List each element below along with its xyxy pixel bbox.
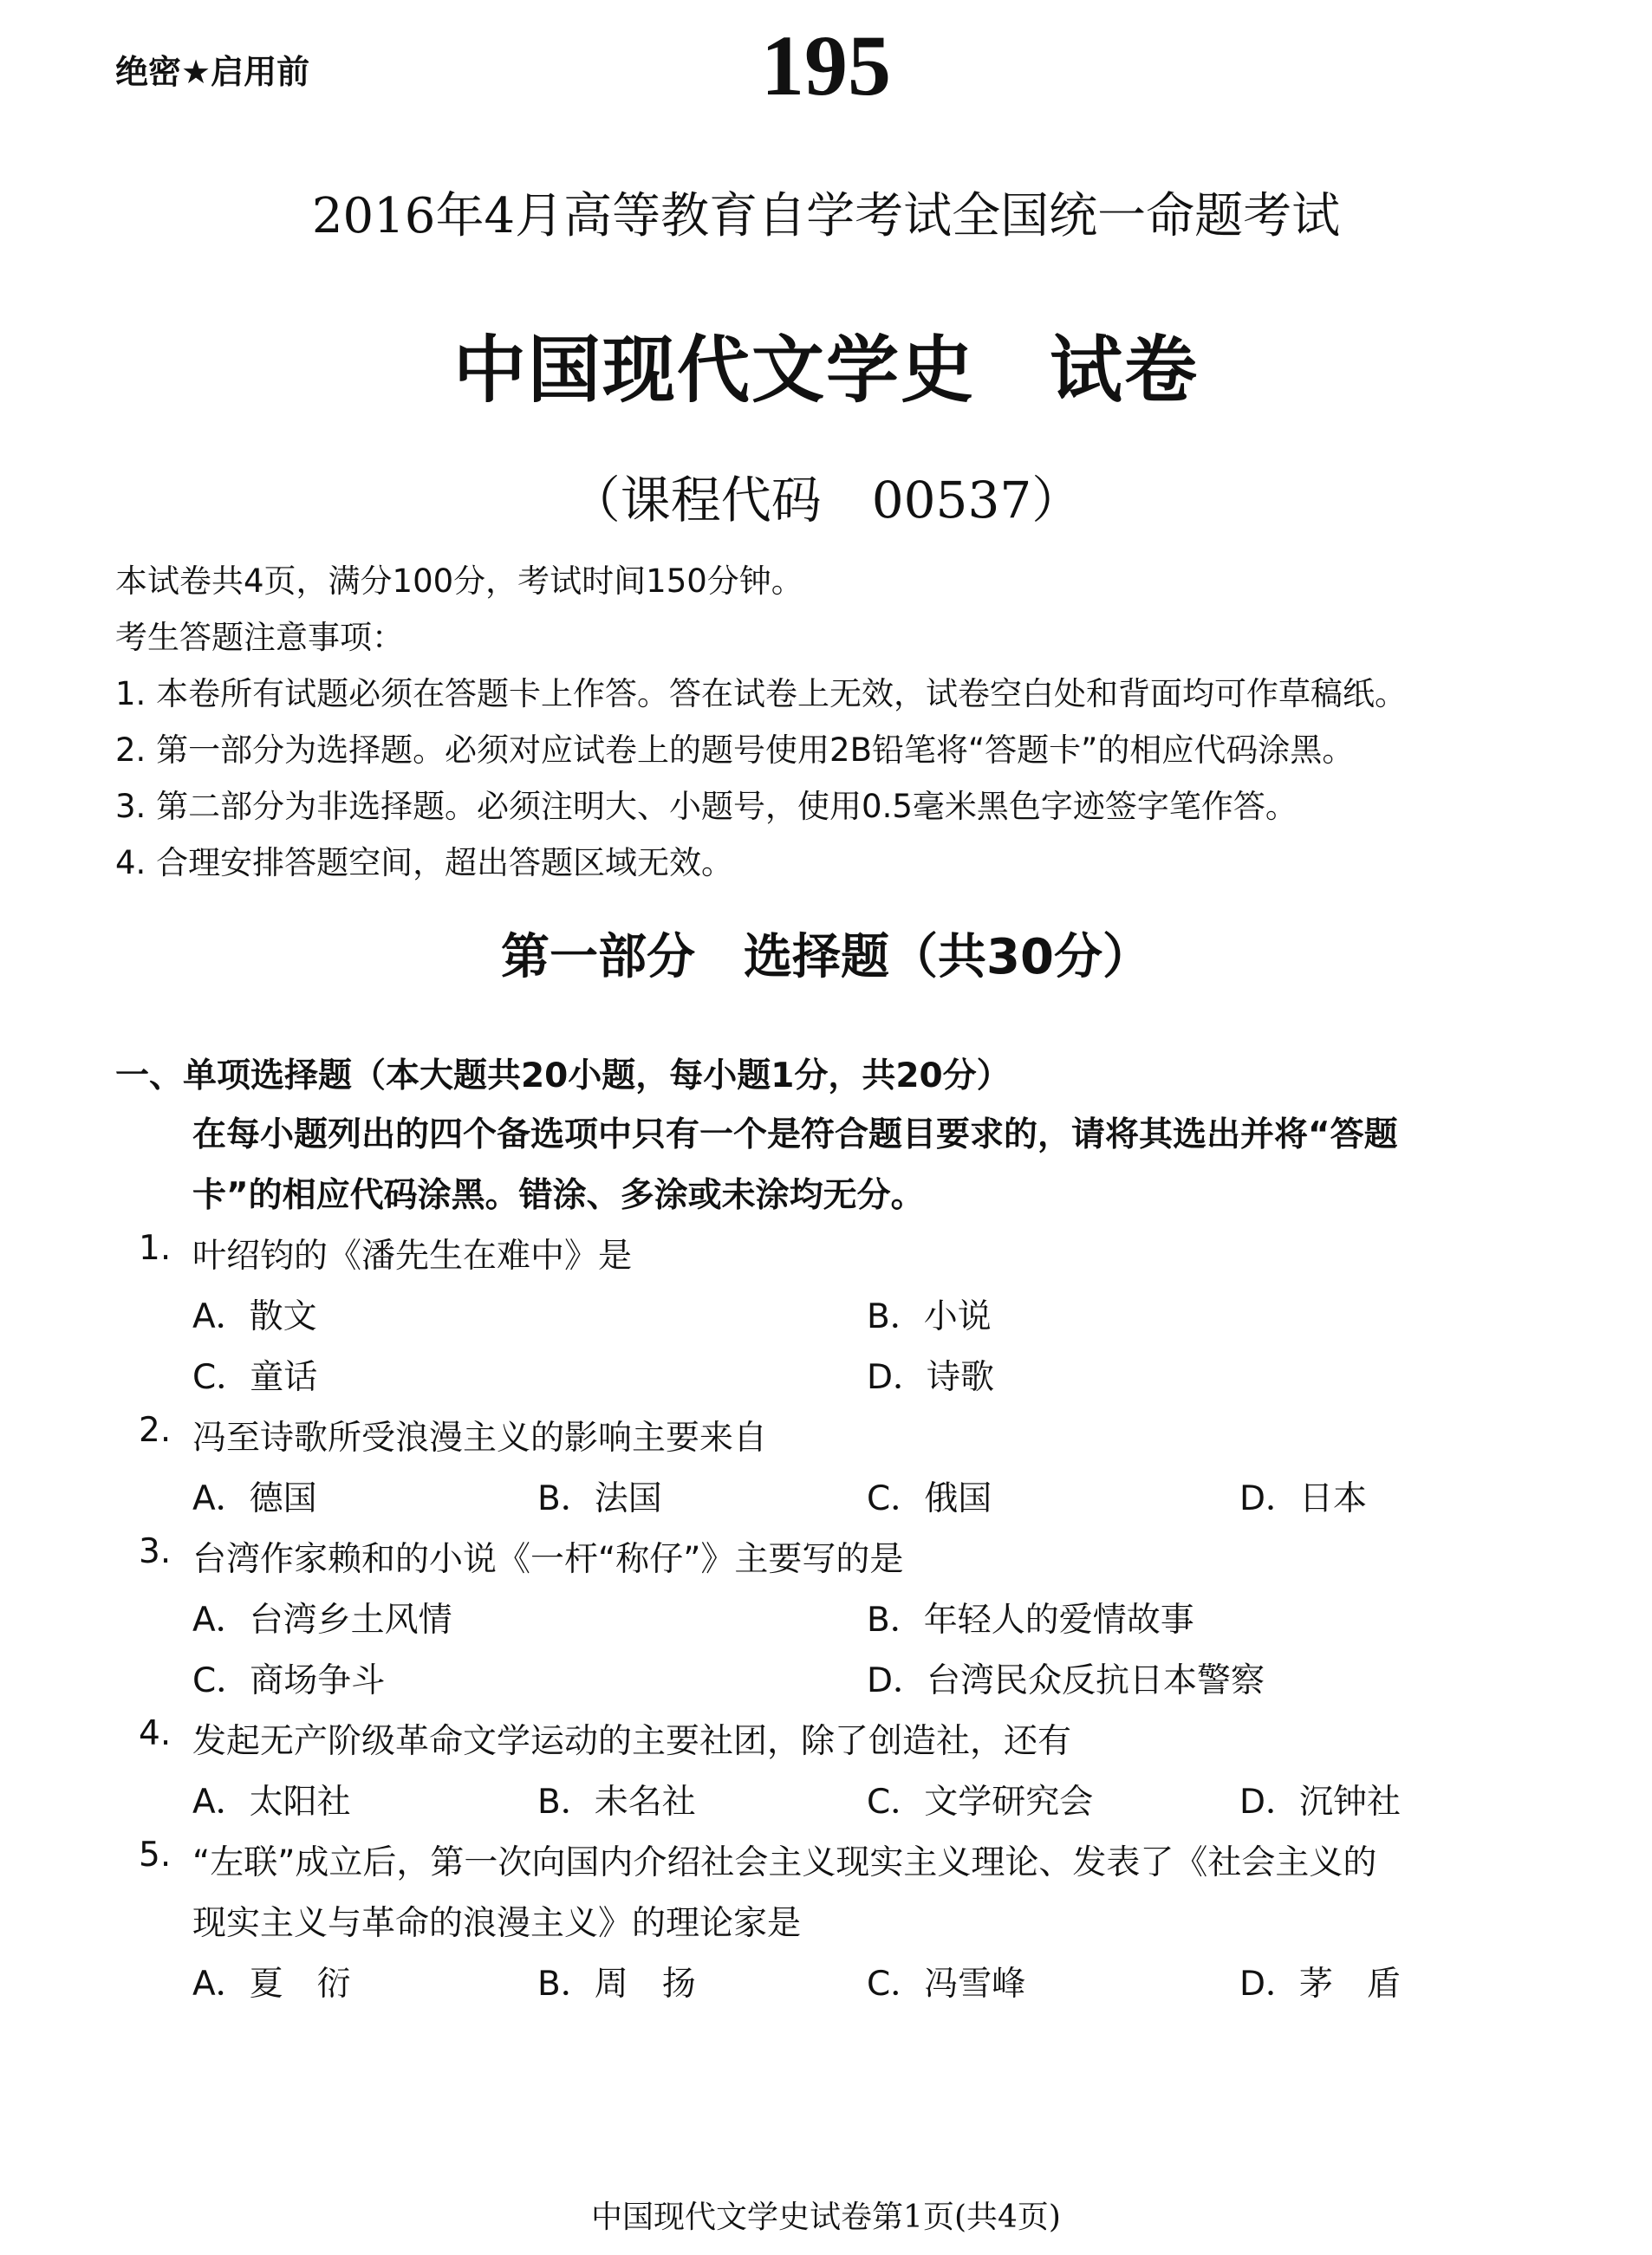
option-c: C．俄国	[867, 1479, 992, 1518]
subject-title: 中国现代文学史 试卷	[452, 328, 1199, 413]
question-stem: 发起无产阶级革命文学运动的主要社团，除了创造社，还有	[192, 1722, 1072, 1761]
option-a: A．夏 衍	[192, 1965, 351, 2004]
secret-mark: 绝密★启用前	[115, 53, 310, 91]
section-instruction: 卡”的相应代码涂黑。错涂、多涂或未涂均无分。	[192, 1176, 925, 1215]
exam-info-line: 本试卷共4页，满分100分，考试时间150分钟。	[115, 562, 803, 600]
option-a: A．散文	[192, 1297, 317, 1336]
paper-code-number: 195	[761, 17, 891, 114]
notes-title: 考生答题注意事项：	[115, 619, 404, 656]
question-number: 2.	[139, 1411, 172, 1450]
option-c: C．商场争斗	[192, 1661, 386, 1700]
option-d: D．沉钟社	[1239, 1783, 1402, 1822]
question-stem: “左联”成立后，第一次向国内介绍社会主义现实主义理论、发表了《社会主义的	[192, 1843, 1377, 1882]
option-c: C．冯雪峰	[867, 1965, 1026, 2004]
option-b: B．法国	[537, 1479, 662, 1518]
option-d: D．台湾民众反抗日本警察	[867, 1661, 1265, 1700]
question-stem: 台湾作家赖和的小说《一杆“称仔”》主要写的是	[192, 1540, 904, 1579]
question-number: 4.	[139, 1714, 172, 1753]
option-b: B．小说	[867, 1297, 992, 1336]
page-footer: 中国现代文学史试卷第1页(共4页)	[591, 2200, 1061, 2235]
part-heading: 第一部分 选择题（共30分）	[501, 929, 1151, 985]
option-a: A．德国	[192, 1479, 317, 1518]
note-item: 3. 第二部分为非选择题。必须注明大、小题号，使用0.5毫米黑色字迹签字笔作答。	[115, 788, 1298, 825]
option-b: B．周 扬	[537, 1965, 696, 2004]
section-heading: 一、单项选择题（本大题共20小题，每小题1分，共20分）	[115, 1056, 1011, 1095]
option-a: A．台湾乡土风情	[192, 1601, 452, 1640]
option-d: D．诗歌	[867, 1358, 995, 1397]
option-b: B．未名社	[537, 1783, 696, 1822]
question-stem-continued: 现实主义与革命的浪漫主义》的理论家是	[192, 1904, 802, 1943]
option-a: A．太阳社	[192, 1783, 351, 1822]
option-c: C．童话	[192, 1358, 318, 1397]
note-item: 1. 本卷所有试题必须在答题卡上作答。答在试卷上无效，试卷空白处和背面均可作草稿纸。	[115, 675, 1408, 712]
question-number: 5.	[139, 1836, 172, 1875]
note-item: 2. 第一部分为选择题。必须对应试卷上的题号使用2B铅笔将“答题卡”的相应代码涂黑。	[115, 731, 1355, 769]
note-item: 4. 合理安排答题空间，超出答题区域无效。	[115, 844, 734, 881]
option-b: B．年轻人的爱情故事	[867, 1601, 1194, 1640]
question-stem: 冯至诗歌所受浪漫主义的影响主要来自	[192, 1419, 768, 1458]
question-stem: 叶绍钧的《潘先生在难中》是	[192, 1237, 633, 1276]
option-c: C．文学研究会	[867, 1783, 1094, 1822]
course-code: （课程代码 00537）	[569, 471, 1083, 530]
question-number: 3.	[139, 1532, 172, 1571]
question-number: 1.	[139, 1229, 172, 1268]
option-d: D．茅 盾	[1239, 1965, 1402, 2004]
exam-title: 2016年4月高等教育自学考试全国统一命题考试	[311, 188, 1341, 244]
section-instruction: 在每小题列出的四个备选项中只有一个是符合题目要求的，请将其选出并将“答题	[192, 1115, 1398, 1154]
option-d: D．日本	[1239, 1479, 1368, 1518]
